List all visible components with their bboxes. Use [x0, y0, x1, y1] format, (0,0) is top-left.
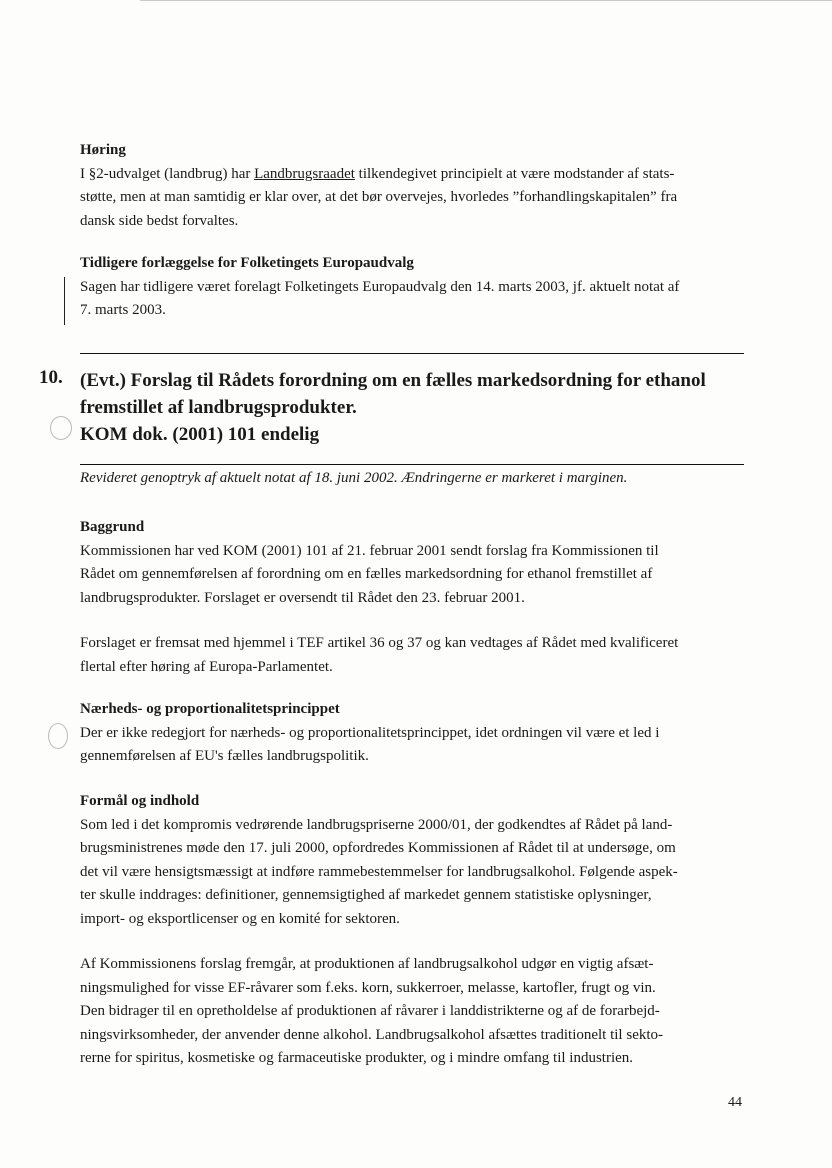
text-line: ningsvirksomheder, der anvender denne alkohol. Landbrugsalkohol afsættes traditionelt til sekto- [80, 1026, 664, 1043]
text-line [80, 163, 748, 187]
section-baggrund [80, 516, 748, 679]
section-tidligere [80, 252, 748, 323]
item-title [80, 367, 748, 448]
revision-note: Revideret genoptryk af aktuelt notat af 18. juni 2002. Ændringerne er markeret i marginen. [80, 470, 628, 486]
text-line: Af Kommissionens forslag fremgår, at produktionen af landbrugsalkohol udgør en vigtig afsæt- [80, 956, 654, 972]
section-formaal [80, 790, 748, 1071]
section-naerhed [80, 698, 748, 769]
text-fragment: tilkendegivet principielt at være modstander af stats- [354, 165, 675, 182]
horizontal-rule [80, 353, 744, 354]
horizontal-rule [80, 464, 744, 465]
text-line: Kommissionen har ved KOM (2001) 101 af 21. februar 2001 sendt forslag fra Kommissionen til [80, 542, 659, 559]
text-line: flertal efter høring af Europa-Parlamentet. [80, 658, 333, 675]
scan-edge-line [140, 0, 832, 1]
margin-circle-mark [50, 416, 72, 440]
page-number: 44 [728, 1095, 742, 1110]
text-fragment: I §2-udvalget (landbrug) har [80, 165, 255, 182]
title-line: fremstillet af landbrugsprodukter. [80, 397, 357, 418]
section-heading: Nærheds- og proportionalitetsprincippet [80, 701, 340, 717]
section-heading: Baggrund [80, 519, 145, 535]
text-line: rerne for spiritus, kosmetiske og farmaceutiske produkter, og i mindre omfang til industrien. [80, 1050, 634, 1066]
text-line: støtte, men at man samtidig er klar over, at det bør overvejes, hvorledes ”forhandlingskapitalen” fra [80, 189, 678, 205]
text-line: Som led i det kompromis vedrørende landbrugspriserne 2000/01, der godkendtes af Rådet på land- [80, 816, 673, 833]
text-line: Forslaget er fremsat med hjemmel i TEF artikel 36 og 37 og kan vedtages af Rådet med kvalificeret [80, 635, 679, 651]
text-line: ter skulle inddrages: definitioner, gennemsigtighed af markedet gennem statistiske oplysninger, [80, 887, 652, 903]
text-line: landbrugsprodukter. Forslaget er oversendt til Rådet den 23. februar 2001. [80, 589, 525, 606]
text-line: Rådet om gennemførelsen af forordning om en fælles markedsordning for ethanol fremstillet af [80, 566, 653, 582]
underlined-term: Landbrugsraadet [254, 165, 355, 182]
margin-change-bar [64, 277, 65, 325]
text-line: Sagen har tidligere været forelagt Folketingets Europaudvalg den 14. marts 2003, jf. aktuelt notat af [80, 278, 680, 295]
section-heading: Tidligere forlæggelse for Folketingets Europaudvalg [80, 255, 414, 271]
text-line: 7. marts 2003. [80, 302, 166, 318]
text-line: brugsministrenes møde den 17. juli 2000, opfordredes Kommissionen af Rådet til at undersøge, om [80, 840, 676, 856]
text-line: det vil være hensigtsmæssigt at indføre rammebestemmelser for landbrugsalkohol. Følgende aspek- [80, 863, 678, 880]
section-heading: Høring [80, 142, 126, 158]
margin-circle-mark [48, 723, 68, 749]
title-line: (Evt.) Forslag til Rådets forordning om en fælles markedsordning for ethanol [80, 370, 706, 391]
item-number: 10. [39, 367, 63, 388]
title-line: KOM dok. (2001) 101 endelig [80, 424, 320, 445]
text-line: dansk side bedst forvaltes. [80, 212, 239, 229]
text-line: gennemførelsen af EU's fælles landbrugspolitik. [80, 748, 369, 764]
text-line: Den bidrager til en opretholdelse af produktionen af råvarer i landdistrikterne og af de forarbejd- [80, 1003, 660, 1019]
section-heading: Formål og indhold [80, 793, 200, 809]
text-line: Der er ikke redegjort for nærheds- og proportionalitetsprincippet, idet ordningen vil være et led i [80, 724, 660, 741]
text-line: ningsmulighed for visse EF-råvarer som f.eks. korn, sukkerroer, melasse, kartofler, frugt og vin. [80, 979, 656, 996]
text-line: import- og eksportlicenser og en komité for sektoren. [80, 910, 400, 927]
section-hoering [80, 139, 748, 233]
